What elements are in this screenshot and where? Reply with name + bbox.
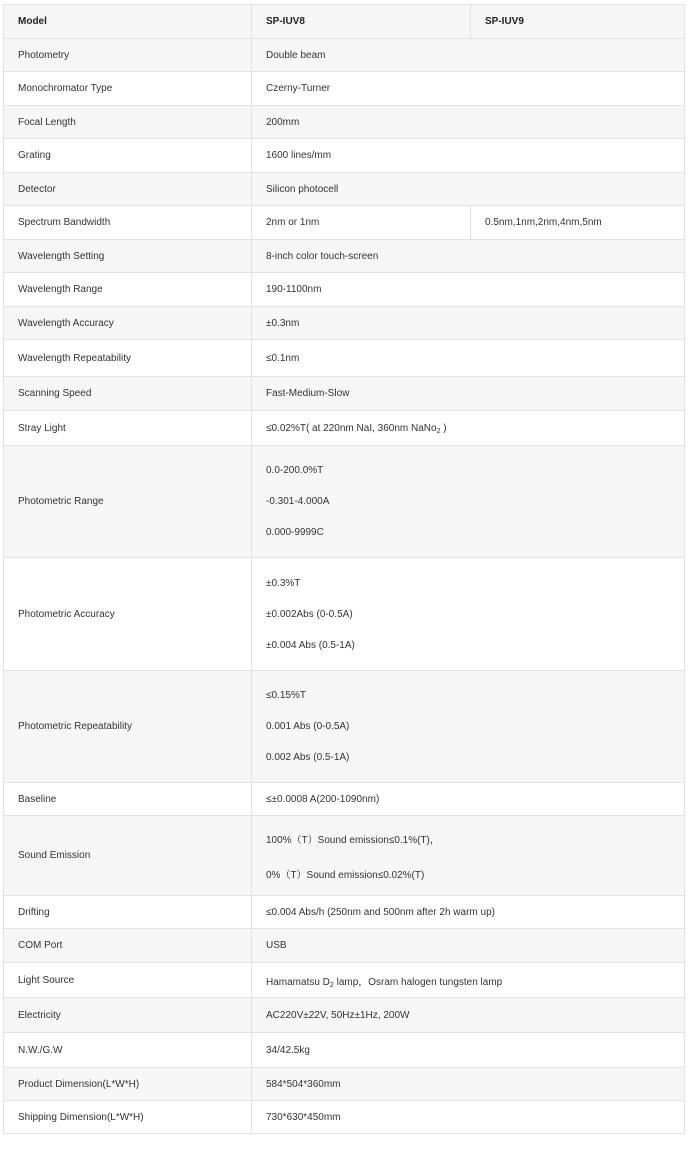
row-label: Electricity: [4, 998, 252, 1033]
row-value: [252, 558, 685, 671]
row-value: ≤±0.0008 A(200-1090nm): [252, 783, 685, 816]
row-value: 2nm or 1nm: [252, 206, 471, 240]
row-label: Sound Emission: [4, 816, 252, 896]
table-row: [4, 1033, 685, 1068]
table-row: [4, 558, 685, 671]
table-row: [4, 72, 685, 106]
row-label: Spectrum Bandwidth: [4, 206, 252, 240]
light-source-text: Hamamatsu D: [266, 976, 330, 988]
table-row: [4, 671, 685, 783]
header-model: Model: [4, 5, 252, 39]
row-value: 584*504*360mm: [252, 1068, 685, 1101]
row-label: N.W./G.W: [4, 1033, 252, 1068]
value-line: 0.000-9999C: [266, 527, 324, 538]
row-value: Silicon photocell: [252, 173, 685, 206]
table-row: [4, 340, 685, 377]
table-row: [4, 273, 685, 307]
row-value: Double beam: [252, 39, 685, 72]
row-value: ≤0.1nm: [252, 340, 685, 377]
row-label: Baseline: [4, 783, 252, 816]
row-value: 730*630*450mm: [252, 1101, 685, 1134]
row-value: [252, 446, 685, 558]
row-label: Wavelength Setting: [4, 240, 252, 273]
row-label: Focal Length: [4, 106, 252, 139]
row-value: ±0.3nm: [252, 307, 685, 340]
table-header-row: [4, 5, 685, 39]
value-line: 0.0-200.0%T: [266, 465, 324, 476]
row-value: ≤0.004 Abs/h (250nm and 500nm after 2h warm up): [252, 896, 685, 929]
table-row: [4, 139, 685, 173]
row-value: AC220V±22V, 50Hz±1Hz, 200W: [252, 998, 685, 1033]
header-sp-iuv9: SP-IUV9: [471, 5, 685, 39]
stray-light-text: ≤0.02%T( at 220nm NaI, 360nm NaNo: [266, 422, 437, 434]
row-label: Product Dimension(L*W*H): [4, 1068, 252, 1101]
row-label: Wavelength Range: [4, 273, 252, 307]
row-label: Wavelength Repeatability: [4, 340, 252, 377]
row-label: Photometric Repeatability: [4, 671, 252, 783]
row-value-sp-iuv9: 0.5nm,1nm,2nm,4nm,5nm: [471, 206, 685, 240]
row-label: Photometric Accuracy: [4, 558, 252, 671]
table-row: [4, 39, 685, 72]
value-line: 0.001 Abs (0-0.5A): [266, 721, 350, 732]
stray-light-text-end: ): [440, 422, 447, 434]
row-value: [252, 411, 685, 446]
table-row: [4, 783, 685, 816]
subscript: 2: [329, 981, 334, 989]
row-value: Czerny-Turner: [252, 72, 685, 106]
row-label: Photometry: [4, 39, 252, 72]
table-row: [4, 106, 685, 139]
table-row: [4, 377, 685, 411]
row-label: Detector: [4, 173, 252, 206]
row-label: Photometric Range: [4, 446, 252, 558]
value-line: 100%（T）Sound emission≤0.1%(T)，: [266, 834, 440, 846]
row-label: COM Port: [4, 929, 252, 963]
row-value: 8-inch color touch-screen: [252, 240, 685, 273]
row-value: [252, 816, 685, 896]
spec-table: [3, 4, 685, 1134]
row-value: USB: [252, 929, 685, 963]
row-label: Drifting: [4, 896, 252, 929]
row-value: [252, 963, 685, 998]
row-value: 190-1100nm: [252, 273, 685, 307]
value-line: ≤0.15%T: [266, 690, 306, 701]
row-label: Stray Light: [4, 411, 252, 446]
row-value: 34/42.5kg: [252, 1033, 685, 1068]
value-line: -0.301-4.000A: [266, 496, 330, 507]
value-line: ±0.004 Abs (0.5-1A): [266, 639, 355, 651]
row-label: Scanning Speed: [4, 377, 252, 411]
row-value: [252, 671, 685, 783]
table-row: [4, 896, 685, 929]
value-line: 0%（T）Sound emission≤0.02%(T): [266, 869, 425, 881]
table-row: [4, 173, 685, 206]
table-row: [4, 1068, 685, 1101]
row-value: 1600 lines/mm: [252, 139, 685, 173]
table-row: [4, 240, 685, 273]
table-row: [4, 1101, 685, 1134]
table-row: [4, 998, 685, 1033]
value-line: ±0.002Abs (0-0.5A): [266, 608, 353, 620]
table-row: [4, 446, 685, 558]
table-row: [4, 411, 685, 446]
row-label: Monochromator Type: [4, 72, 252, 106]
row-value: 200mm: [252, 106, 685, 139]
table-row: [4, 963, 685, 998]
row-label: Grating: [4, 139, 252, 173]
table-row: [4, 816, 685, 896]
header-sp-iuv8: SP-IUV8: [252, 5, 471, 39]
subscript: 2: [436, 427, 441, 435]
table-row: [4, 307, 685, 340]
light-source-text-end: lamp，Osram halogen tungsten lamp: [333, 976, 503, 988]
value-line: 0.002 Abs (0.5-1A): [266, 752, 350, 763]
value-line: ±0.3%T: [266, 577, 301, 589]
table-row: [4, 929, 685, 963]
row-label: Light Source: [4, 963, 252, 998]
row-value: Fast-Medium-Slow: [252, 377, 685, 411]
row-label: Wavelength Accuracy: [4, 307, 252, 340]
row-label: Shipping Dimension(L*W*H): [4, 1101, 252, 1134]
table-row: [4, 206, 685, 240]
